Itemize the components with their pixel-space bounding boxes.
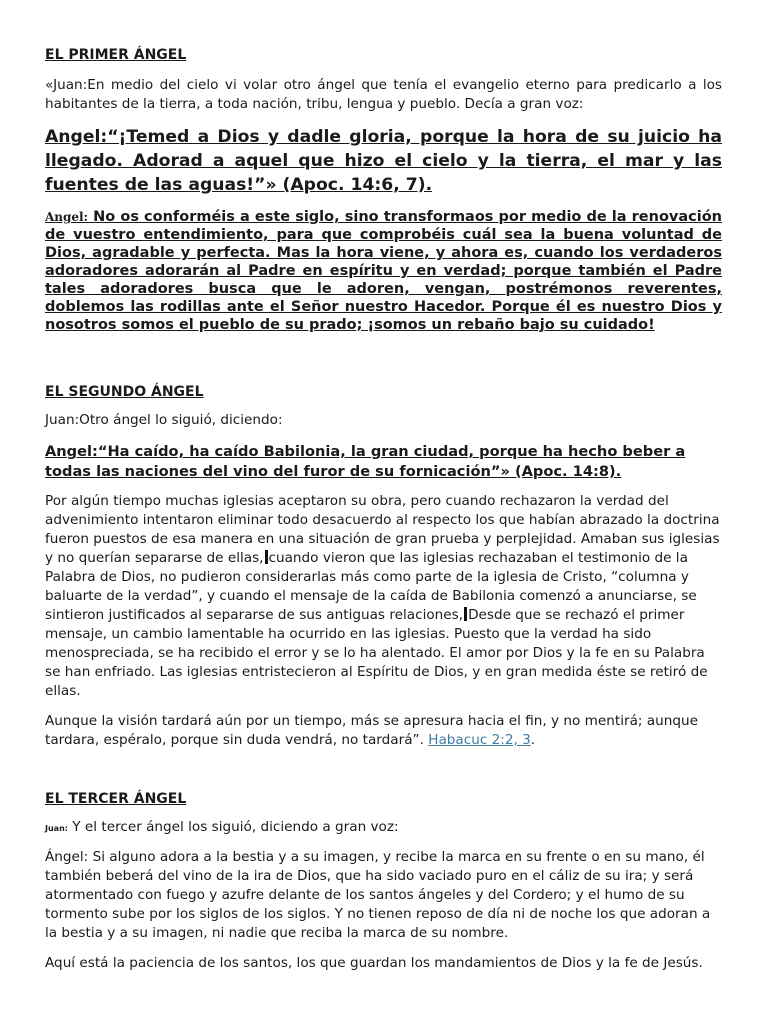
- habacuc-paragraph: [45, 712, 722, 750]
- heading-primer-angel: EL PRIMER ÁNGEL: [45, 47, 187, 63]
- commentary-part-1: Por algún tiempo muchas iglesias aceptaron su obra, pero cuando rechazaron la verdad del advenimiento intentaron eliminar todo desacuerdo al respecto los que habían abrazado la doctrina fueron puestos de esa manera en una situación de gran prueba y perplejidad. Amaban sus iglesias y no querían separarse de ellas,: [45, 493, 720, 566]
- primer-angel-exhortation: [45, 208, 722, 334]
- heading-tercer-angel: EL TERCER ÁNGEL: [45, 791, 187, 807]
- tercer-angel-intro-text: Y el tercer ángel los siguió, diciendo a gran voz:: [67, 819, 399, 835]
- primer-angel-intro: «Juan:En medio del cielo vi volar otro ángel que tenía el evangelio eterno para predicarlo a los habitantes de la tierra, a toda nación, tribu, lengua y pueblo. Decía a gran voz:: [45, 77, 722, 112]
- segundo-angel-commentary: [45, 492, 722, 701]
- heading-segundo-angel: EL SEGUNDO ÁNGEL: [45, 384, 204, 400]
- tercer-angel-message: Ángel: Si alguno adora a la bestia y a su imagen, y recibe la marca en su frente o en su mano, él también beberá del vino de la ira de Dios, que ha sido vaciado puro en el cáliz de su ira; y será atormentado con fuego y azufre delante de los santos ángeles y del Cordero; y el humo de su tormento sube por los siglos de los siglos. Y no tienen reposo de día ni de noche los que adoran a la bestia y a su imagen, ni nadie que reciba la marca de su nombre.: [45, 849, 711, 941]
- paragraph-mark: [265, 550, 268, 564]
- paragraph-mark: [464, 607, 467, 621]
- angel-label: Angel:: [45, 210, 89, 224]
- juan-label: Juan:: [45, 824, 68, 833]
- habacuc-end: .: [530, 732, 536, 748]
- tercer-angel-intro: [45, 818, 722, 837]
- primer-angel-quote: Angel:“¡Temed a Dios y dadle gloria, porque la hora de su juicio ha llegado. Adorad a aquel que hizo el cielo y la tierra, el mar y las fuentes de las aguas!”» (Apoc. 14:6, 7).: [45, 127, 722, 195]
- segundo-angel-intro: Juan:Otro ángel lo siguió, diciendo:: [45, 412, 283, 428]
- commentary-part-3: Desde que se rechazó el primer mensaje, un cambio lamentable ha ocurrido en las iglesias. Puesto que la verdad ha sido menospreciada, se ha recibido el error y se lo ha alentado. El amor por Dios y la fe en su Palabra se han enfriado. Las iglesias entristecieron al Espíritu de Dios, y en gran medida éste se retiró de ellas.: [45, 607, 708, 699]
- habacuc-text: Aunque la visión tardará aún por un tiempo, más se apresura hacia el fin, y no mentirá; aunque tardara, espéralo, porque sin duda vendrá, no tardará”.: [45, 713, 698, 748]
- angel-exhortation-text: No os conforméis a este siglo, sino transformaos por medio de la renovación de vuestro entendimiento, para que comprobéis cuál sea la buena voluntad de Dios, agradable y perfecta. Mas la hora viene, y ahora es, cuando los verdaderos adoradores adorarán al Padre en espíritu y en verdad; porque también el Padre tales adoradores busca que le adoren, vengan, postrémonos reverentes, doblemos las rodillas ante el Señor nuestro Hacedor. Porque él es nuestro Dios y nosotros somos el pueblo de su prado; ¡somos un rebaño bajo su cuidado!: [45, 209, 722, 333]
- segundo-angel-quote: Angel:“Ha caído, ha caído Babilonia, la gran ciudad, porque ha hecho beber a todas las naciones del vino del furor de su fornicación”» (Apoc. 14:8).: [45, 443, 686, 480]
- commentary-part-2: cuando vieron que las iglesias rechazaban el testimonio de la Palabra de Dios, no pudieron considerarlas más como parte de la iglesia de Cristo, “columna y baluarte de la verdad”, y cuando el mensaje de la caída de Babilonia comenzó a anunciarse, se sintieron justificados al separarse de sus antiguas relaciones,: [45, 550, 697, 623]
- paciencia-de-los-santos: Aquí está la paciencia de los santos, los que guardan los mandamientos de Dios y la fe de Jesús.: [45, 955, 703, 971]
- habacuc-link[interactable]: Habacuc 2:2, 3: [428, 732, 531, 748]
